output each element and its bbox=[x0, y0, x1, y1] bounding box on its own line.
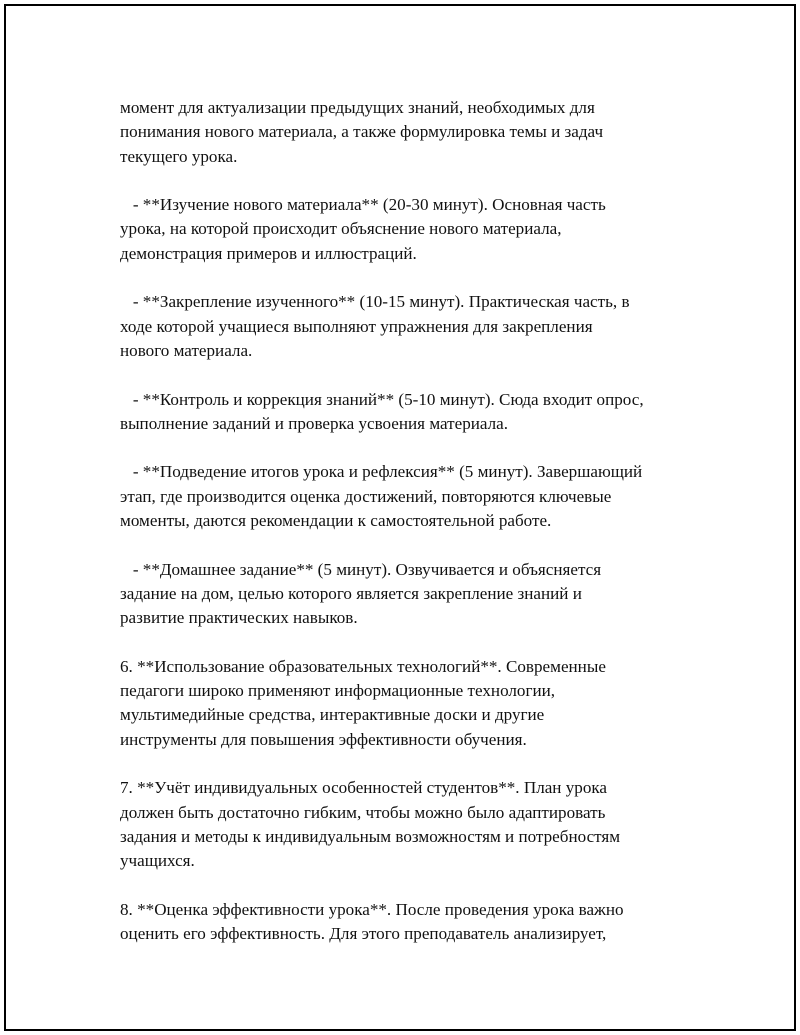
text-line: задание на дом, целью которого является закрепление знаний и bbox=[120, 583, 582, 603]
text-line: - **Изучение нового материала** (20-30 минут). Основная часть bbox=[120, 195, 606, 215]
text-line: момент для актуализации предыдущих знаний, необходимых для bbox=[120, 98, 595, 117]
paragraph-gap bbox=[120, 363, 710, 387]
text-line: этап, где производится оценка достижений, повторяются ключевые bbox=[120, 486, 612, 506]
paragraph-gap bbox=[120, 533, 710, 557]
text-line: текущего урока. bbox=[120, 146, 238, 166]
paragraph-gap bbox=[120, 752, 710, 776]
text-line: ходе которой учащиеся выполняют упражнения для закрепления bbox=[120, 316, 593, 336]
text-line: моменты, даются рекомендации к самостоятельной работе. bbox=[120, 511, 552, 531]
paragraph-gap bbox=[120, 631, 710, 655]
text-line: развитие практических навыков. bbox=[120, 608, 358, 628]
text-line: должен быть достаточно гибким, чтобы можно было адаптировать bbox=[120, 802, 606, 822]
text-line: оценить его эффективность. Для этого преподаватель анализирует, bbox=[120, 924, 607, 944]
text-line: 8. **Оценка эффективности урока**. После проведения урока важно bbox=[120, 899, 624, 919]
paragraph-gap bbox=[120, 169, 710, 193]
paragraph-gap bbox=[120, 436, 710, 460]
text-line: педагоги широко применяют информационные технологии, bbox=[120, 681, 556, 701]
text-line: понимания нового материала, а также формулировка темы и задач bbox=[120, 122, 604, 142]
paragraph-gap bbox=[120, 266, 710, 290]
text-line: задания и методы к индивидуальным возможностям и потребностям bbox=[120, 826, 621, 846]
text-line: 6. **Использование образовательных технологий**. Современные bbox=[120, 656, 606, 676]
text-line: выполнение заданий и проверка усвоения материала. bbox=[120, 413, 509, 433]
text-line: урока, на которой происходит объяснение нового материала, bbox=[120, 219, 562, 239]
text-line: - **Подведение итогов урока и рефлексия** (5 минут). Завершающий bbox=[120, 462, 643, 482]
document-body bbox=[120, 96, 710, 946]
paragraph-gap bbox=[120, 874, 710, 898]
text-line: учащихся. bbox=[120, 851, 195, 871]
text-line: 7. **Учёт индивидуальных особенностей студентов**. План урока bbox=[120, 778, 608, 798]
text-line: - **Контроль и коррекция знаний** (5-10 минут). Сюда входит опрос, bbox=[120, 389, 644, 409]
text-line: - **Домашнее задание** (5 минут). Озвучивается и объясняется bbox=[120, 559, 602, 579]
text-line: нового материала. bbox=[120, 340, 253, 360]
text-line: инструменты для повышения эффективности обучения. bbox=[120, 729, 527, 749]
page-frame bbox=[4, 4, 796, 1031]
text-line: мультимедийные средства, интерактивные доски и другие bbox=[120, 705, 545, 725]
text-line: демонстрация примеров и иллюстраций. bbox=[120, 243, 417, 263]
text-line: - **Закрепление изученного** (10-15 минут). Практическая часть, в bbox=[120, 292, 630, 312]
